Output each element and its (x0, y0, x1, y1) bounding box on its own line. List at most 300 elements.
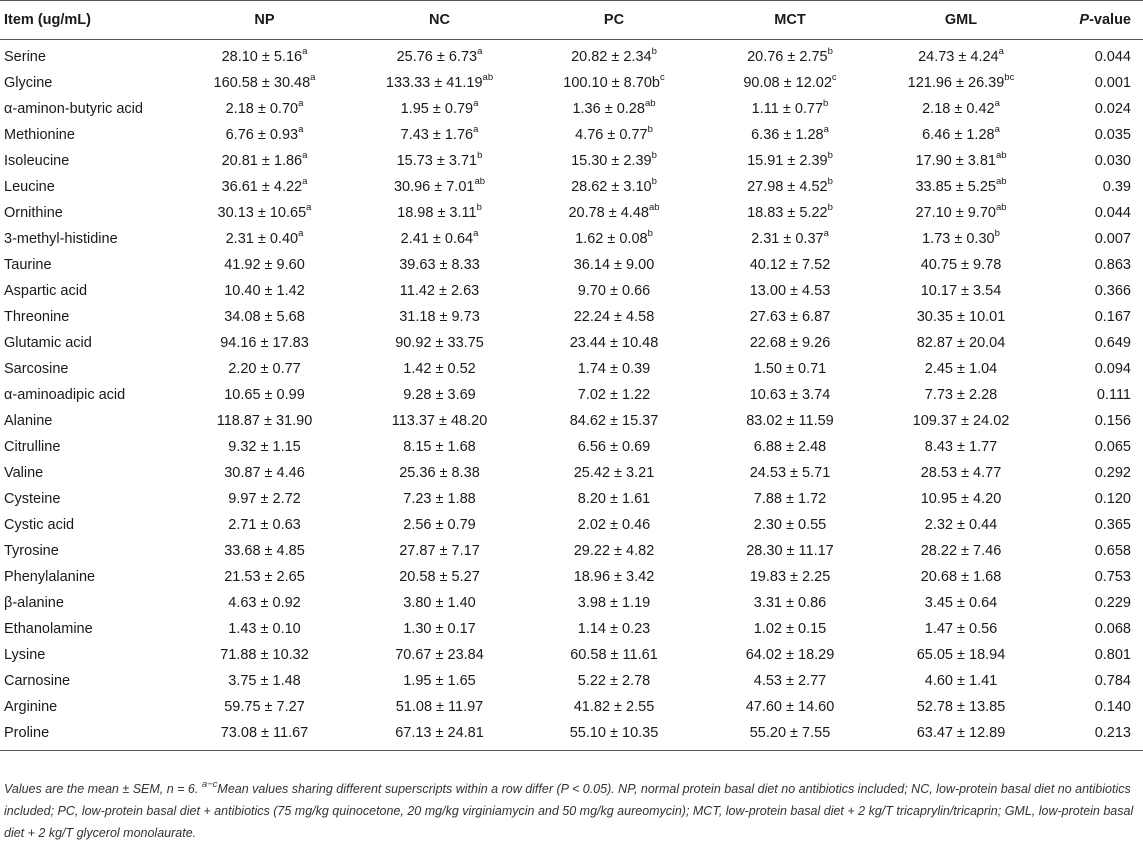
cell-p-value: 0.111 (1096, 387, 1131, 403)
cell-p-value: 0.030 (1094, 153, 1131, 169)
cell-mct (700, 252, 880, 278)
cell-mct-value: 6.88 ± 2.48 (753, 439, 827, 455)
cell-pc-superscript: ab (648, 202, 660, 214)
cell-np-value: 118.87 ± 31.90 (216, 413, 313, 429)
cell-np (178, 694, 351, 720)
cell-pc-value: 15.30 ± 2.39 (571, 153, 652, 169)
cell-pc-value: 28.62 ± 3.10 (571, 179, 652, 195)
cell-pc (528, 434, 700, 460)
table-row (0, 642, 1143, 668)
cell-gml-value: 6.46 ± 1.28 (922, 127, 995, 143)
cell-nc-value: 51.08 ± 11.97 (395, 699, 484, 715)
table-row (0, 304, 1143, 330)
cell-mct-value: 20.76 ± 2.75 (747, 49, 828, 65)
cell-mct-value: 24.53 ± 5.71 (749, 465, 831, 481)
cell-mct-value: 27.98 ± 4.52 (747, 179, 828, 195)
cell-pc-value: 5.22 ± 2.78 (577, 673, 651, 689)
cell-mct-superscript: b (823, 98, 829, 110)
cell-np-value: 2.18 ± 0.70 (225, 101, 299, 117)
cell-pc (528, 668, 700, 694)
cell-nc-value: 7.23 ± 1.88 (403, 491, 476, 507)
cell-pc-superscript: b (651, 176, 657, 188)
header-np: NP (178, 1, 351, 40)
row-item-name: Glutamic acid (4, 335, 92, 351)
cell-gml-superscript: ab (995, 176, 1007, 188)
cell-gml-value: 24.73 ± 4.24 (918, 49, 999, 65)
row-item-name: Tyrosine (4, 543, 59, 559)
cell-np-superscript: a (302, 46, 308, 58)
cell-np (178, 538, 351, 564)
header-mct: MCT (700, 1, 880, 40)
cell-pc-value: 41.82 ± 2.55 (573, 699, 655, 715)
cell-np-value: 2.20 ± 0.77 (228, 361, 301, 377)
cell-mct-value: 22.68 ± 9.26 (749, 335, 831, 351)
cell-nc (351, 148, 528, 174)
cell-gml-value: 28.22 ± 7.46 (920, 543, 1002, 559)
table-row (0, 382, 1143, 408)
cell-pc (528, 148, 700, 174)
cell-np-value: 160.58 ± 30.48 (213, 75, 311, 91)
cell-mct-value: 28.30 ± 11.17 (746, 543, 834, 559)
row-item-name: Serine (4, 49, 46, 65)
cell-pc-value: 23.44 ± 10.48 (569, 335, 659, 351)
cell-mct-value: 1.11 ± 0.77 (751, 101, 824, 117)
table-row (0, 122, 1143, 148)
cell-p-value: 0.39 (1102, 179, 1131, 195)
cell-np (178, 408, 351, 434)
cell-gml (880, 668, 1042, 694)
table-row (0, 668, 1143, 694)
table-row (0, 96, 1143, 122)
cell-nc (351, 70, 528, 96)
cell-mct-value: 64.02 ± 18.29 (745, 647, 835, 663)
cell-gml-value: 63.47 ± 12.89 (916, 725, 1006, 741)
cell-np-value: 30.87 ± 4.46 (224, 465, 305, 481)
cell-gml (880, 616, 1042, 642)
cell-np-value: 9.97 ± 2.72 (228, 491, 301, 507)
cell-pc (528, 512, 700, 538)
cell-gml-value: 10.95 ± 4.20 (920, 491, 1002, 507)
cell-np (178, 174, 351, 200)
row-item-name: Alanine (4, 413, 53, 429)
cell-gml (880, 642, 1042, 668)
header-item: Item (ug/mL) (0, 1, 178, 40)
cell-gml-value: 30.35 ± 10.01 (916, 309, 1006, 325)
cell-p-value: 0.065 (1094, 439, 1131, 455)
cell-gml (880, 356, 1042, 382)
cell-gml-value: 28.53 ± 4.77 (920, 465, 1002, 481)
cell-pc-superscript: b (647, 124, 653, 136)
cell-np (178, 668, 351, 694)
cell-p-value: 0.213 (1094, 725, 1131, 741)
cell-nc-superscript: ab (474, 176, 486, 188)
cell-nc-superscript: a (473, 98, 479, 110)
cell-nc-superscript: a (477, 46, 483, 58)
cell-pc-superscript: b (651, 46, 657, 58)
cell-mct (700, 122, 880, 148)
cell-pc (528, 408, 700, 434)
cell-nc-value: 15.73 ± 3.71 (396, 153, 478, 169)
cell-p-value: 0.120 (1094, 491, 1131, 507)
table-row (0, 720, 1143, 751)
cell-np-superscript: a (298, 228, 304, 240)
cell-gml-value: 3.45 ± 0.64 (924, 595, 998, 611)
cell-nc (351, 616, 528, 642)
cell-nc-value: 18.98 ± 3.11 (397, 205, 477, 221)
cell-pc-value: 1.62 ± 0.08 (575, 231, 648, 247)
cell-mct-superscript: c (831, 72, 837, 84)
cell-gml (880, 252, 1042, 278)
row-item-name: Sarcosine (4, 361, 69, 377)
cell-nc (351, 642, 528, 668)
cell-mct (700, 148, 880, 174)
header-p-rest: -value (1089, 12, 1131, 28)
cell-mct-superscript: b (827, 202, 833, 214)
cell-gml-superscript: a (994, 98, 1000, 110)
cell-mct (700, 668, 880, 694)
cell-gml-value: 2.45 ± 1.04 (924, 361, 998, 377)
cell-np-value: 6.76 ± 0.93 (225, 127, 299, 143)
cell-gml-value: 17.90 ± 3.81 (915, 153, 996, 169)
cell-mct (700, 642, 880, 668)
cell-gml-superscript: b (994, 228, 1000, 240)
cell-np (178, 70, 351, 96)
cell-gml-value: 2.18 ± 0.42 (922, 101, 995, 117)
footnote-part1: Values are the mean ± SEM, n = 6. (4, 782, 202, 796)
cell-mct-superscript: a (823, 124, 829, 136)
row-item-name: Phenylalanine (4, 569, 96, 585)
cell-mct (700, 564, 880, 590)
cell-mct (700, 720, 880, 751)
row-item-name: Taurine (4, 257, 52, 273)
cell-mct-value: 3.31 ± 0.86 (753, 595, 827, 611)
cell-gml (880, 408, 1042, 434)
cell-gml-value: 52.78 ± 13.85 (916, 699, 1006, 715)
cell-p-value: 0.658 (1094, 543, 1131, 559)
cell-pc (528, 174, 700, 200)
cell-nc (351, 278, 528, 304)
cell-mct (700, 512, 880, 538)
cell-pc-value: 4.76 ± 0.77 (575, 127, 648, 143)
table-row (0, 408, 1143, 434)
cell-np (178, 512, 351, 538)
cell-nc-value: 25.36 ± 8.38 (399, 465, 480, 481)
cell-pc (528, 122, 700, 148)
cell-np (178, 278, 351, 304)
cell-mct-value: 83.02 ± 11.59 (746, 413, 834, 429)
cell-p-value: 0.156 (1094, 413, 1131, 429)
cell-np-value: 41.92 ± 9.60 (224, 257, 305, 273)
cell-p-value: 0.044 (1094, 205, 1131, 221)
cell-np-value: 36.61 ± 4.22 (221, 179, 303, 195)
table-row (0, 564, 1143, 590)
cell-np-value: 21.53 ± 2.65 (224, 569, 305, 585)
cell-np-superscript: a (306, 202, 312, 214)
cell-mct (700, 486, 880, 512)
cell-nc (351, 40, 528, 71)
cell-mct-value: 19.83 ± 2.25 (749, 569, 831, 585)
table-row (0, 616, 1143, 642)
cell-pc (528, 538, 700, 564)
cell-gml-superscript: bc (1004, 72, 1015, 84)
cell-p-value: 0.001 (1094, 75, 1131, 91)
table-row (0, 148, 1143, 174)
cell-np-superscript: a (310, 72, 316, 84)
cell-nc (351, 408, 528, 434)
cell-mct-value: 90.08 ± 12.02 (743, 75, 832, 91)
cell-mct-superscript: a (823, 228, 829, 240)
cell-nc (351, 226, 528, 252)
cell-pc-value: 6.56 ± 0.69 (577, 439, 651, 455)
cell-pc (528, 460, 700, 486)
cell-gml (880, 590, 1042, 616)
cell-pc-superscript: b (647, 228, 653, 240)
table-row (0, 538, 1143, 564)
cell-pc-value: 36.14 ± 9.00 (573, 257, 655, 273)
cell-gml-value: 121.96 ± 26.39 (907, 75, 1005, 91)
cell-np-superscript: a (302, 176, 308, 188)
cell-np-superscript: a (302, 150, 308, 162)
cell-pc-superscript: c (659, 72, 665, 84)
cell-nc-value: 20.58 ± 5.27 (399, 569, 480, 585)
cell-nc-value: 1.30 ± 0.17 (403, 621, 476, 637)
cell-p-value: 0.365 (1094, 517, 1131, 533)
cell-nc-value: 133.33 ± 41.19 (385, 75, 483, 91)
row-item-name: Cystic acid (4, 517, 75, 533)
cell-gml (880, 486, 1042, 512)
cell-np (178, 122, 351, 148)
cell-nc-value: 3.80 ± 1.40 (403, 595, 476, 611)
cell-nc (351, 330, 528, 356)
cell-nc-superscript: a (473, 124, 479, 136)
cell-pc-value: 84.62 ± 15.37 (569, 413, 659, 429)
cell-np-value: 73.08 ± 11.67 (220, 725, 309, 741)
header-gml: GML (880, 1, 1042, 40)
cell-gml (880, 148, 1042, 174)
cell-nc-value: 1.42 ± 0.52 (403, 361, 476, 377)
cell-gml (880, 226, 1042, 252)
cell-nc-value: 7.43 ± 1.76 (400, 127, 474, 143)
cell-np-superscript: a (298, 98, 304, 110)
cell-pc-value: 55.10 ± 10.35 (569, 725, 659, 741)
cell-pc (528, 330, 700, 356)
cell-mct (700, 356, 880, 382)
row-item-name: Carnosine (4, 673, 71, 689)
table-footnote (4, 778, 1138, 844)
cell-p-value: 0.863 (1094, 257, 1131, 273)
cell-np-value: 1.43 ± 0.10 (228, 621, 301, 637)
cell-gml-value: 109.37 ± 24.02 (912, 413, 1010, 429)
header-pc: PC (528, 1, 700, 40)
cell-np-value: 10.40 ± 1.42 (224, 283, 305, 299)
cell-mct-value: 4.53 ± 2.77 (753, 673, 827, 689)
cell-mct-superscript: b (827, 176, 833, 188)
cell-gml (880, 382, 1042, 408)
cell-mct (700, 330, 880, 356)
cell-nc-value: 27.87 ± 7.17 (399, 543, 480, 559)
table-row (0, 278, 1143, 304)
cell-pc-superscript: ab (644, 98, 656, 110)
cell-pc (528, 96, 700, 122)
row-item-name: Ornithine (4, 205, 63, 221)
cell-np (178, 720, 351, 751)
cell-gml (880, 200, 1042, 226)
cell-gml (880, 96, 1042, 122)
cell-mct-value: 15.91 ± 2.39 (747, 153, 828, 169)
cell-mct (700, 460, 880, 486)
header-row (0, 1, 1143, 40)
cell-np (178, 590, 351, 616)
cell-mct (700, 96, 880, 122)
cell-np (178, 564, 351, 590)
cell-np (178, 642, 351, 668)
row-item-name: Isoleucine (4, 153, 70, 169)
table-row (0, 174, 1143, 200)
cell-pc-value: 7.02 ± 1.22 (577, 387, 651, 403)
row-item-name: Threonine (4, 309, 70, 325)
cell-gml (880, 564, 1042, 590)
cell-np-superscript: a (298, 124, 304, 136)
cell-nc-value: 1.95 ± 1.65 (403, 673, 476, 689)
cell-nc-superscript: b (477, 150, 483, 162)
cell-nc-value: 25.76 ± 6.73 (396, 49, 478, 65)
cell-p-value: 0.035 (1094, 127, 1131, 143)
cell-p-value: 0.801 (1094, 647, 1131, 663)
cell-np (178, 148, 351, 174)
cell-nc (351, 538, 528, 564)
cell-nc (351, 590, 528, 616)
cell-p-value: 0.068 (1094, 621, 1131, 637)
header-p-letter: P (1079, 12, 1090, 28)
cell-pc (528, 720, 700, 751)
cell-np-value: 2.31 ± 0.40 (225, 231, 299, 247)
cell-mct-value: 10.63 ± 3.74 (749, 387, 831, 403)
cell-pc (528, 382, 700, 408)
cell-nc-value: 8.15 ± 1.68 (403, 439, 476, 455)
row-item-name: β-alanine (4, 595, 64, 611)
cell-nc (351, 720, 528, 751)
cell-nc-value: 9.28 ± 3.69 (403, 387, 476, 403)
cell-np-value: 9.32 ± 1.15 (228, 439, 301, 455)
cell-gml (880, 694, 1042, 720)
cell-mct-value: 47.60 ± 14.60 (745, 699, 835, 715)
row-item-name: Cysteine (4, 491, 61, 507)
cell-np (178, 460, 351, 486)
cell-gml (880, 720, 1042, 751)
cell-np (178, 200, 351, 226)
cell-nc (351, 96, 528, 122)
cell-np (178, 252, 351, 278)
cell-pc-value: 1.36 ± 0.28 (572, 101, 645, 117)
table-row (0, 226, 1143, 252)
cell-pc-value: 60.58 ± 11.61 (570, 647, 658, 663)
cell-gml (880, 538, 1042, 564)
table-row (0, 694, 1143, 720)
cell-np-value: 30.13 ± 10.65 (217, 205, 307, 221)
cell-p-value: 0.094 (1094, 361, 1131, 377)
cell-mct (700, 304, 880, 330)
cell-mct-value: 2.30 ± 0.55 (753, 517, 827, 533)
cell-mct-superscript: b (827, 150, 833, 162)
cell-nc-value: 1.95 ± 0.79 (400, 101, 474, 117)
cell-pc (528, 70, 700, 96)
cell-mct (700, 40, 880, 71)
header-p-value (1042, 1, 1143, 40)
cell-p-value: 0.784 (1094, 673, 1131, 689)
cell-pc-value: 8.20 ± 1.61 (577, 491, 651, 507)
cell-nc (351, 174, 528, 200)
cell-np (178, 304, 351, 330)
cell-nc (351, 564, 528, 590)
cell-gml (880, 434, 1042, 460)
cell-pc-value: 100.10 ± 8.70b (563, 75, 660, 91)
cell-gml (880, 460, 1042, 486)
cell-nc-superscript: a (473, 228, 479, 240)
cell-mct (700, 174, 880, 200)
cell-nc (351, 252, 528, 278)
cell-mct (700, 538, 880, 564)
table-row (0, 252, 1143, 278)
cell-gml (880, 512, 1042, 538)
row-item-name: Proline (4, 725, 50, 741)
cell-gml-value: 1.73 ± 0.30 (922, 231, 995, 247)
cell-p-value: 0.167 (1094, 309, 1131, 325)
cell-pc (528, 278, 700, 304)
cell-gml (880, 330, 1042, 356)
row-item-name: Methionine (4, 127, 75, 143)
cell-gml-value: 8.43 ± 1.77 (924, 439, 998, 455)
row-item-name: Glycine (4, 75, 53, 91)
cell-np (178, 356, 351, 382)
cell-np (178, 616, 351, 642)
cell-nc-value: 70.67 ± 23.84 (395, 647, 484, 663)
cell-mct (700, 226, 880, 252)
cell-gml-superscript: ab (995, 150, 1007, 162)
cell-p-value: 0.024 (1094, 101, 1131, 117)
cell-pc (528, 486, 700, 512)
cell-nc-value: 11.42 ± 2.63 (399, 283, 480, 299)
cell-np-value: 71.88 ± 10.32 (220, 647, 309, 663)
cell-gml-value: 65.05 ± 18.94 (916, 647, 1006, 663)
cell-mct (700, 408, 880, 434)
row-item-name: Lysine (4, 647, 46, 663)
cell-nc (351, 382, 528, 408)
row-item-name: Leucine (4, 179, 55, 195)
cell-nc (351, 694, 528, 720)
cell-nc-value: 2.41 ± 0.64 (400, 231, 474, 247)
row-item-name: α-aminon-butyric acid (4, 101, 143, 117)
table-row (0, 200, 1143, 226)
cell-pc-value: 2.02 ± 0.46 (577, 517, 651, 533)
footnote-superscript: a−c (201, 778, 218, 790)
cell-mct-value: 27.63 ± 6.87 (749, 309, 831, 325)
cell-mct (700, 382, 880, 408)
cell-gml-value: 40.75 ± 9.78 (920, 257, 1002, 273)
cell-pc-value: 3.98 ± 1.19 (577, 595, 651, 611)
table-row (0, 460, 1143, 486)
row-item-name: Valine (4, 465, 44, 481)
cell-pc (528, 616, 700, 642)
cell-p-value: 0.140 (1094, 699, 1131, 715)
cell-np-value: 20.81 ± 1.86 (221, 153, 303, 169)
cell-pc-value: 25.42 ± 3.21 (573, 465, 655, 481)
cell-gml-superscript: a (994, 124, 1000, 136)
cell-mct-value: 55.20 ± 7.55 (749, 725, 831, 741)
row-item-name: Aspartic acid (4, 283, 88, 299)
cell-gml-value: 4.60 ± 1.41 (924, 673, 998, 689)
header-nc: NC (351, 1, 528, 40)
cell-mct-value: 7.88 ± 1.72 (753, 491, 827, 507)
